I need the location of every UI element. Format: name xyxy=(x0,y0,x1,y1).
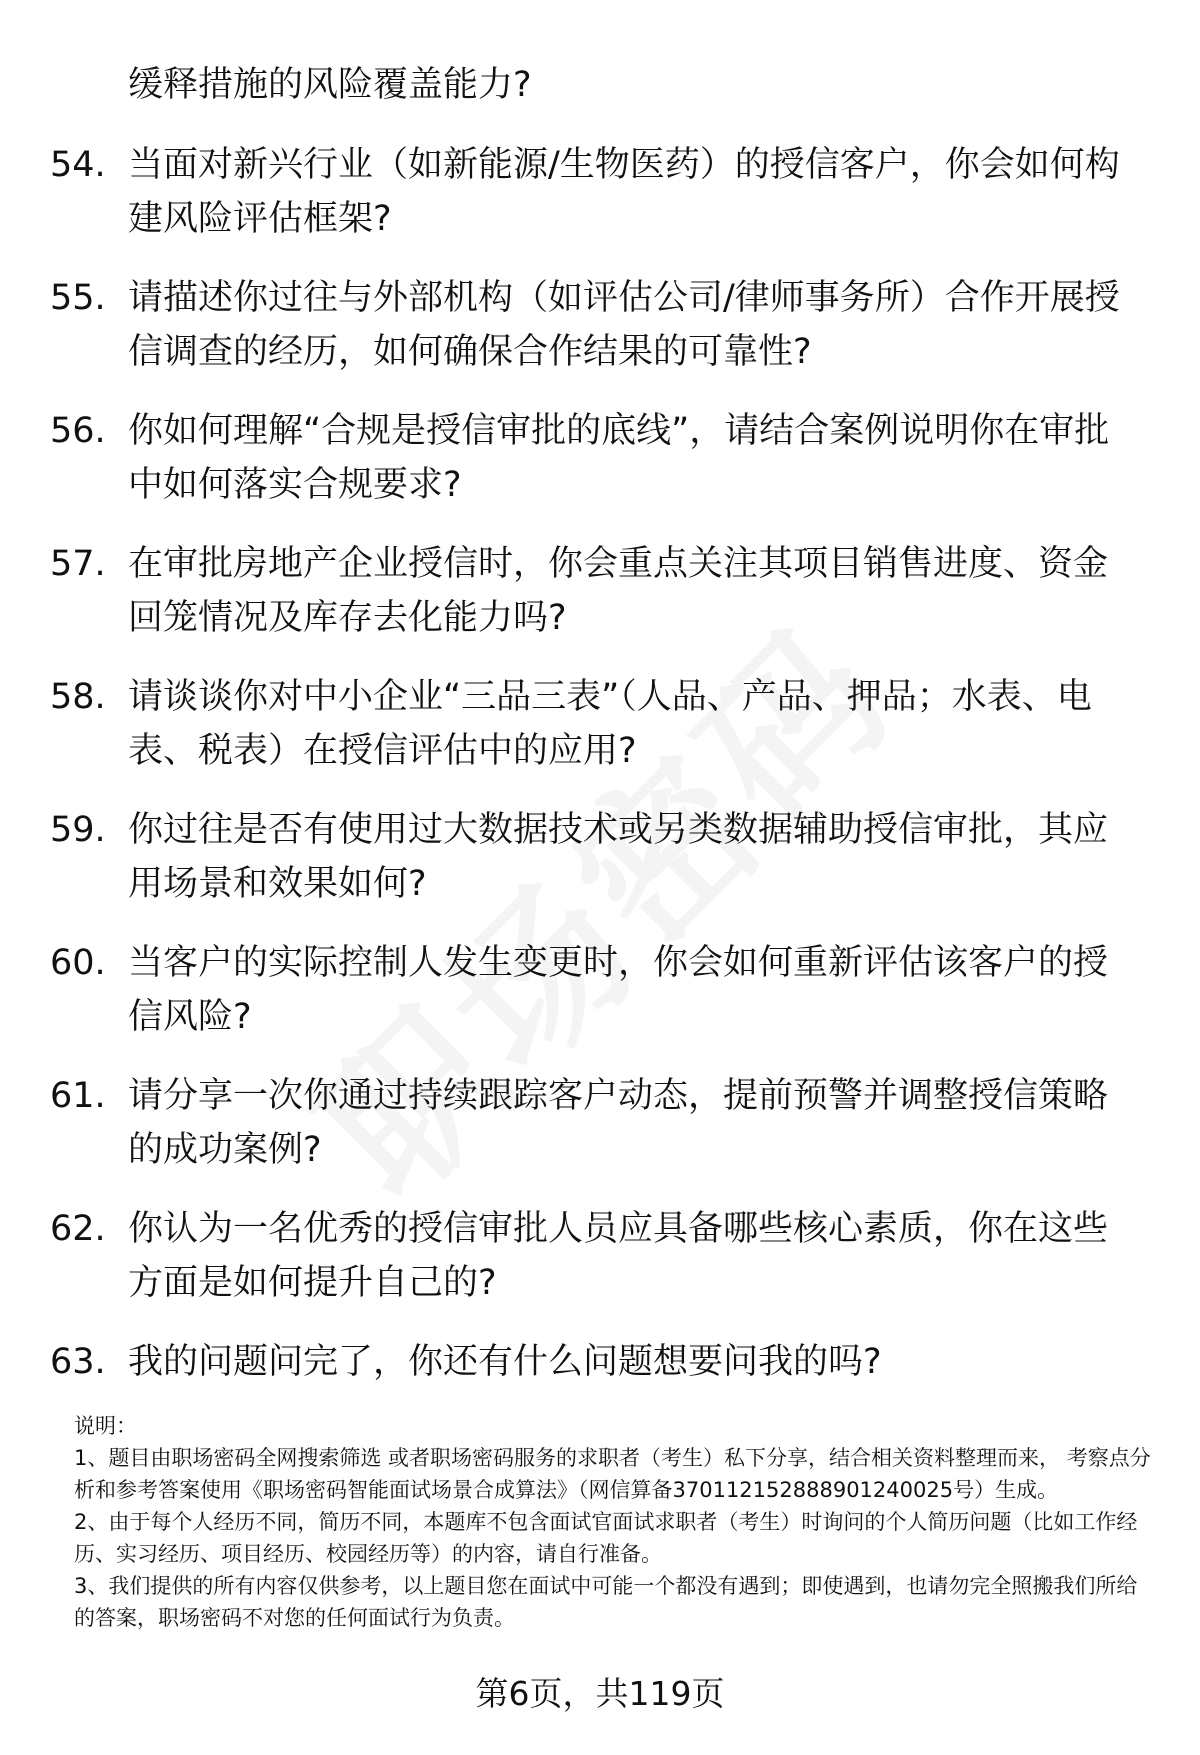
page-number: 第6页，共119页 xyxy=(475,1674,725,1713)
continuation-text: 缓释措施的风险覆盖能力? xyxy=(128,65,532,105)
question-text: 你认为一名优秀的授信审批人员应具备哪些核心素质，你在这些方面是如何提升自己的? xyxy=(128,1209,1109,1303)
question-number: 57. xyxy=(50,544,106,584)
question-item xyxy=(50,1069,1140,1177)
question-number: 54. xyxy=(50,145,106,185)
question-item xyxy=(50,936,1140,1044)
question-text: 当客户的实际控制人发生变更时，你会如何重新评估该客户的授信风险? xyxy=(128,943,1109,1037)
question-number: 56. xyxy=(50,411,106,451)
question-text: 我的问题问完了，你还有什么问题想要问我的吗? xyxy=(128,1342,882,1382)
question-item xyxy=(50,1335,1140,1389)
question-item xyxy=(50,1202,1140,1310)
question-text: 请分享一次你通过持续跟踪客户动态，提前预警并调整授信策略的成功案例? xyxy=(128,1076,1109,1170)
question-item xyxy=(50,670,1140,778)
question-text: 请谈谈你对中小企业“三品三表”（人品、产品、押品；水表、电表、税表）在授信评估中的应用? xyxy=(128,677,1092,771)
question-number: 63. xyxy=(50,1342,106,1382)
question-text: 你过往是否有使用过大数据技术或另类数据辅助授信审批，其应用场景和效果如何? xyxy=(128,810,1109,904)
question-text: 你如何理解“合规是授信审批的底线”，请结合案例说明你在审批中如何落实合规要求? xyxy=(128,411,1110,505)
notes-heading: 说明： xyxy=(74,1414,137,1438)
question-text: 请描述你过往与外部机构（如评估公司/律师事务所）合作开展授信调查的经历，如何确保合作结果的可靠性? xyxy=(128,278,1120,372)
question-number: 55. xyxy=(50,278,106,318)
question-item xyxy=(50,271,1140,379)
note-item: 3、我们提供的所有内容仅供参考，以上题目您在面试中可能一个都没有遇到；即使遇到，也请勿完全照搬我们所给的答案，职场密码不对您的任何面试行为负责。 xyxy=(74,1574,1138,1630)
question-number: 59. xyxy=(50,810,106,850)
question-number: 58. xyxy=(50,677,106,717)
question-list xyxy=(50,138,1150,1414)
note-item: 1、题目由职场密码全网搜索筛选 或者职场密码服务的求职者（考生）私下分享，结合相关资料整理而来， 考察点分析和参考答案使用《职场密码智能面试场景合成算法》（网信算备370112152888901240025号）生成。 xyxy=(74,1446,1151,1502)
question-number: 61. xyxy=(50,1076,106,1116)
notes-section xyxy=(74,1410,1154,1634)
question-text: 在审批房地产企业授信时，你会重点关注其项目销售进度、资金回笼情况及库存去化能力吗? xyxy=(128,544,1109,638)
question-item xyxy=(50,537,1140,645)
question-item xyxy=(50,803,1140,911)
question-item xyxy=(50,404,1140,512)
question-text: 当面对新兴行业（如新能源/生物医药）的授信客户，你会如何构建风险评估框架? xyxy=(128,145,1120,239)
question-number: 62. xyxy=(50,1209,106,1249)
note-item: 2、由于每个人经历不同，简历不同，本题库不包含面试官面试求职者（考生）时询问的个人简历问题（比如工作经历、实习经历、项目经历、校园经历等）的内容，请自行准备。 xyxy=(74,1510,1138,1566)
page-footer xyxy=(0,1672,1200,1716)
question-item xyxy=(50,138,1140,246)
question-number: 60. xyxy=(50,943,106,983)
